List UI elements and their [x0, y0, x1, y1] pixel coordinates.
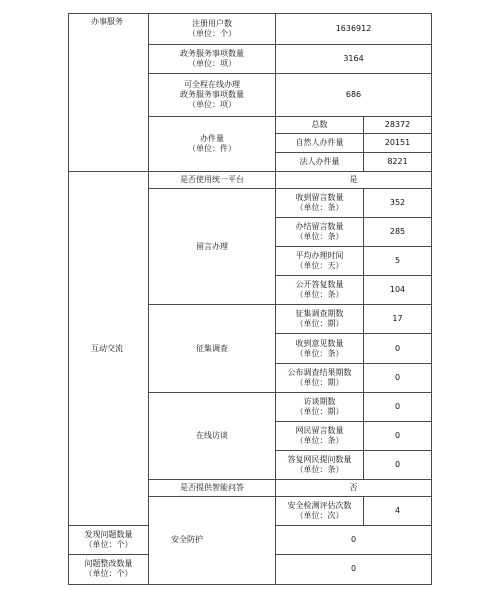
section-label-office: 办事服务	[69, 14, 149, 172]
sub-value: 5	[364, 247, 432, 276]
sub-value: 28372	[364, 117, 432, 134]
government-website-statistics-table	[68, 13, 432, 585]
sub-value: 0	[364, 421, 432, 450]
sub-label: 征集调查期数 （单位：期）	[276, 305, 364, 334]
group-label-survey: 征集调查	[149, 305, 276, 392]
interaction-row-unified-platform	[69, 172, 432, 189]
row-label: 注册用户数 （单位：个）	[149, 14, 276, 45]
row-value: 0	[276, 525, 432, 554]
section-label-interaction: 互动交流	[69, 172, 149, 526]
sub-value: 8221	[364, 153, 432, 172]
row-label: 可全程在线办理 政务服务事项数量 （单位：项）	[149, 74, 276, 117]
row-label: 是否使用统一平台	[149, 172, 276, 189]
sub-value: 0	[364, 392, 432, 421]
row-value: 4	[364, 496, 432, 525]
sub-value: 352	[364, 189, 432, 218]
sub-label: 平均办理时间 （单位：天）	[276, 247, 364, 276]
sub-value: 285	[364, 218, 432, 247]
sub-label: 法人办件量	[276, 153, 364, 172]
row-value: 3164	[276, 45, 432, 74]
row-value: 否	[276, 479, 432, 496]
office-row-registered-users	[69, 14, 432, 45]
sub-value: 0	[364, 450, 432, 479]
group-label-messages: 留言办理	[149, 189, 276, 305]
sub-value: 0	[364, 334, 432, 363]
sub-label: 网民留言数量 （单位：条）	[276, 421, 364, 450]
sub-value: 17	[364, 305, 432, 334]
sub-label: 答复网民提问数量 （单位：条）	[276, 450, 364, 479]
section-label-security: 安全防护	[149, 496, 276, 584]
group-label-interview: 在线访谈	[149, 392, 276, 479]
sub-value: 104	[364, 276, 432, 305]
sub-label: 自然人办件量	[276, 134, 364, 153]
row-label: 安全检测评估次数 （单位：次）	[276, 496, 364, 525]
row-label: 是否提供智能问答	[149, 479, 276, 496]
sub-label: 公开答复数量 （单位：条）	[276, 276, 364, 305]
row-label: 问题整改数量 （单位：个）	[69, 554, 149, 584]
sub-value: 0	[364, 363, 432, 392]
sub-label: 收到留言数量 （单位：条）	[276, 189, 364, 218]
row-label: 政务服务事项数量 （单位：项）	[149, 45, 276, 74]
row-value: 1636912	[276, 14, 432, 45]
row-value: 0	[276, 554, 432, 584]
sub-label: 总数	[276, 117, 364, 134]
sub-label: 公布调查结果期数 （单位：期）	[276, 363, 364, 392]
sub-label: 办结留言数量 （单位：条）	[276, 218, 364, 247]
row-value: 是	[276, 172, 432, 189]
sub-value: 20151	[364, 134, 432, 153]
statistics-sheet	[68, 13, 431, 585]
row-label: 发现问题数量 （单位：个）	[69, 525, 149, 554]
sub-label: 收到意见数量 （单位：条）	[276, 334, 364, 363]
sub-label: 访谈期数 （单位：期）	[276, 392, 364, 421]
volume-label: 办件量 （单位：件）	[149, 117, 276, 172]
row-value: 686	[276, 74, 432, 117]
